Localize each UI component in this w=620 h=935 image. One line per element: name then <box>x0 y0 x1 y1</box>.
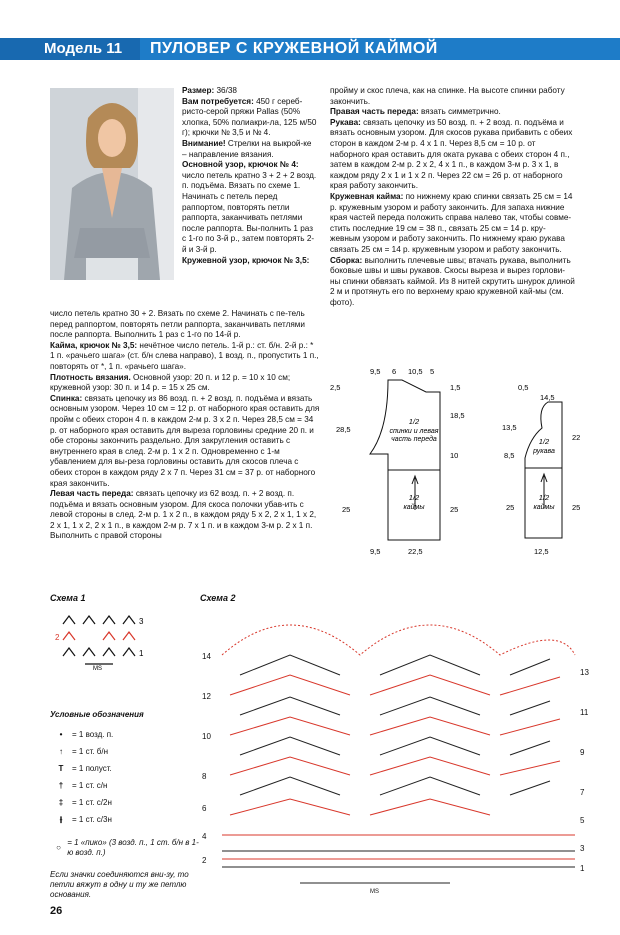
body-bottom-label-2: каймы <box>403 504 425 511</box>
sleeve-top-label: 1/2 <box>538 437 550 446</box>
assembly-label: Сборка: <box>330 255 363 265</box>
picot-icon: ○ <box>56 843 62 852</box>
model-number: Модель 11 <box>0 38 140 60</box>
schema-2-row-2: 2 <box>202 856 207 865</box>
size-label: Размер: <box>182 86 215 95</box>
body-bottom-label: 1/2 <box>408 493 420 502</box>
schema-1-title: Схема 1 <box>50 593 86 603</box>
column-3-text <box>330 86 575 308</box>
sleeve-pattern-diagram <box>500 378 600 563</box>
sleeve-dim-bottom: 12,5 <box>534 547 549 556</box>
schema-1-row-3: 3 <box>139 617 144 626</box>
body-top-label-2: спинки и левая <box>389 428 439 435</box>
legend-item <box>50 794 200 811</box>
body-top-label-3: часть переда <box>391 436 437 443</box>
dim-top-1: 9,5 <box>370 367 381 376</box>
sleeve-dim-left-2: 8,5 <box>504 451 515 460</box>
sleeve-bottom-label: 1/2 <box>538 493 550 502</box>
sleeve-top-label-2: рукава <box>533 448 555 455</box>
legend <box>50 710 200 900</box>
sleeve-dim-top-2: 14,5 <box>540 393 555 402</box>
size-text: 36/38 <box>214 86 237 95</box>
back-text: связать цепочку из 86 возд. п. + 2 возд. п. подъёма и вязать основным узором. Через 10 см = 12 р. от наборного края оставить для пройм с обеих сторон 4 п. в каждом 2-м р. 3 х 2 п. Через 28,5 см = 34 р. от наборного края оставить для выреза горловины средние 20 п. и обе стороны закончить раздельно. Для закругления оставить с внутреннего края в след. 2-м р. 1 х 2 п. Одновременно с 1-м убавлением для вы-реза горловины оставить для скосов плеча с обеих сторон в каждом ряду 2 х 7 п. Через 31 см = 37 р. от наборного края закончить. <box>50 393 320 488</box>
dim-right-2: 18,5 <box>450 411 465 420</box>
schema-2-row-10: 10 <box>202 732 211 741</box>
legend-text: = 1 ст. с/2н <box>72 797 112 807</box>
left-front-cont-text: пройму и скос плеча, как на спинке. На высоте спинки работу закончить. <box>330 86 565 106</box>
dim-left-1: 2,5 <box>330 383 341 392</box>
schema-2-row-3: 3 <box>580 844 585 853</box>
chain-stitch-icon: • <box>59 729 63 739</box>
dim-left-3: 25 <box>342 505 351 514</box>
legend-text: = 1 «пико» (3 возд. п., 1 ст. б/н в 1-ю возд. п.) <box>67 838 199 857</box>
sleeve-dim-left-3: 25 <box>506 503 515 512</box>
legend-item <box>50 726 200 743</box>
sleeve-bottom-label-2: каймы <box>533 504 555 511</box>
main-pattern-label: Основной узор, крючок № 4: <box>182 160 299 170</box>
page-title: ПУЛОВЕР С КРУЖЕВНОЙ КАЙМОЙ <box>150 40 438 57</box>
lace-pattern-label: Кружевной узор, крючок № 3,5: <box>182 255 310 265</box>
dim-right-3: 10 <box>450 451 459 460</box>
legend-title: Условные обозначения <box>50 710 144 719</box>
attention-text: Стрелки на выкрой-ке – направление вязания. <box>182 138 312 159</box>
sleeve-dim-right-2: 25 <box>572 503 581 512</box>
half-double-icon: T <box>58 763 64 773</box>
model-photo <box>50 88 174 280</box>
left-front-text: связать цепочку из 62 возд. п. + 2 возд. п. подъёма и вязать основным узором. Для скоса полочки убав-ить с левой стороны в след. 2-м р. 1 х 2 п., в каждом ряду 5 х 2, 2 х 1, 1 х 2, 2 х 1, 1 х 2, 2 х 1 п., в каждом 2-м р. 7 х 1 п. и в каждом 3-м р. 2 х 1 п. Выполнить с правой стороны <box>50 489 317 541</box>
dim-right-4: 25 <box>450 505 459 514</box>
schema-1-chart <box>55 610 155 670</box>
sleeve-dim-left-1: 13,5 <box>502 423 517 432</box>
edging-text: нечётное число петель. 1-й р.: ст. б/н. 2-й р.: * 1 п. «рачьего шага» (ст. б/н слева направо), 1 возд. п., пропустить 1 п., повторять от *, 1 п. «рачьего шага». <box>50 340 319 371</box>
body-pattern-diagram <box>330 360 475 560</box>
page-number: 26 <box>50 905 63 917</box>
lace-border-text: по нижнему краю спинки связать 25 см = 14 р. кружевным узором и работу закончить. Для запаха нижние края частей переда положить справа налево так, чтобы совме-стить последние 19 см = 38 п., связать 25 см = 14 р. кру-жевным узором и работу закончить. По нижнему краю рукава связать 25 см = 14 р. кружевным узором и работу закончить. <box>330 191 573 254</box>
attention-label: Внимание! <box>182 138 226 148</box>
schema-2-row-8: 8 <box>202 772 207 781</box>
double-treble-icon: ⫲ <box>59 814 63 824</box>
back-label: Спинка: <box>50 393 83 403</box>
lace-border-label: Кружевная кайма: <box>330 191 404 201</box>
assembly-text: выполнить плечевые швы; втачать рукава, выполнить боковые швы и швы рукавов. Скосы выреза и вырез горлови-ны спинки обвязать каймой. Из 8 нитей скрутить шнурок длиной 2 м и протянуть его по верхнему краю кружевной кай-мы (см. фото). <box>330 255 575 307</box>
schema-2-row-5: 5 <box>580 816 585 825</box>
legend-item <box>50 811 200 828</box>
legend-text: = 1 возд. п. <box>72 729 114 739</box>
schema-2-title: Схема 2 <box>200 593 236 603</box>
legend-item <box>50 777 200 794</box>
single-crochet-icon: ↑ <box>59 746 63 756</box>
sleeves-text: связать цепочку из 50 возд. п. + 2 возд. п. подъёма и вязать основным узором. Для скосов рукава прибавить с обеих сторон в каждом 2-м р. 4 х 1 п. Через 8,5 см = 10 р. от наборного края оставить для оката рукава с обеих сторон 4 п., затем в каждом 2-м р. 2 х 2, 4 х 1 п., в каждом 3-м р. 3 х 1, в каждом ряду 2 х 1 и 1 х 2 п. Через 22 см = 26 р. от наборного края работу закончить. <box>330 117 573 191</box>
schema-2-row-6: 6 <box>202 804 207 813</box>
treble-crochet-icon: ‡ <box>58 797 64 807</box>
lace-pattern-text: число петель кратно 30 + 2. Вязать по схеме 2. Начинать с пе-тель перед раппортом, повторять петли раппорта, заканчивать петлями после раппорта. Выполнить 1 раз с 1-го по 14-й р. <box>50 309 305 340</box>
legend-text: = 1 ст. б/н <box>72 746 109 756</box>
schema-2-row-1: 1 <box>580 864 585 873</box>
schema-2-row-7: 7 <box>580 788 585 797</box>
legend-item <box>50 836 200 860</box>
right-front-text: вязать симметрично. <box>418 107 501 117</box>
dim-right-1: 1,5 <box>450 383 461 392</box>
dim-top-4: 5 <box>430 367 435 376</box>
materials-label: Вам потребуется: <box>182 96 254 106</box>
schema-2-row-12: 12 <box>202 692 211 701</box>
gauge-label: Плотность вязания. <box>50 372 131 382</box>
right-front-label: Правая часть переда: <box>330 107 419 117</box>
column-1-text <box>182 86 318 266</box>
schema-1-ms: MS <box>93 666 102 670</box>
legend-item <box>50 743 200 760</box>
schema-2-chart <box>200 605 595 895</box>
edging-label: Кайма, крючок № 3,5: <box>50 340 138 350</box>
schema-2-ms: MS <box>370 889 379 895</box>
schema-2-row-14: 14 <box>202 652 211 661</box>
main-pattern-text: число петель кратно 3 + 2 + 2 возд. п. подъёма. Вязать по схеме 1. Начинать с петель перед раппортом, повторять петли раппорта, заканчивать петлями после раппорта. Вы-полнить 1 раз с 1-го по 3-й р., затем повторять 2-й и 3-й р. <box>182 170 317 254</box>
dim-bottom-1: 9,5 <box>370 547 381 556</box>
schema-2-row-11: 11 <box>580 708 589 717</box>
legend-text: = 1 ст. с/н <box>72 780 108 790</box>
column-2-text <box>50 309 320 542</box>
legend-note: Если значки соединяются вни-зу, то петли вяжут в одну и ту же петлю основания. <box>50 870 189 899</box>
dim-top-2: 6 <box>392 367 397 376</box>
sleeve-dim-top-1: 0,5 <box>518 383 529 392</box>
legend-text: = 1 полуст. <box>72 763 112 773</box>
sleeve-dim-right-1: 22 <box>572 433 581 442</box>
schema-1-row-2: 2 <box>55 633 60 642</box>
legend-item <box>50 760 200 777</box>
materials-text: 450 г сереб-ристо-серой пряжи Pallas (50% хлопка, 50% полиакри-ла, 125 м/50 г); крючки № 3,5 и № 4. <box>182 96 317 138</box>
schema-2-row-13: 13 <box>580 668 589 677</box>
schema-2-row-4: 4 <box>202 832 207 841</box>
sleeves-label: Рукава: <box>330 117 361 127</box>
dim-bottom-2: 22,5 <box>408 547 423 556</box>
schema-2-row-9: 9 <box>580 748 585 757</box>
schema-1-row-1: 1 <box>139 649 144 658</box>
legend-text: = 1 ст. с/3н <box>72 814 112 824</box>
left-front-label: Левая часть переда: <box>50 489 134 499</box>
dim-left-2: 28,5 <box>336 425 351 434</box>
dim-top-3: 10,5 <box>408 367 423 376</box>
gauge-text: Основной узор: 20 п. и 12 р. = 10 х 10 см; кружевной узор: 30 п. и 14 р. = 15 х 25 см. <box>50 372 291 393</box>
body-top-label: 1/2 <box>408 417 420 426</box>
double-crochet-icon: † <box>58 780 64 790</box>
